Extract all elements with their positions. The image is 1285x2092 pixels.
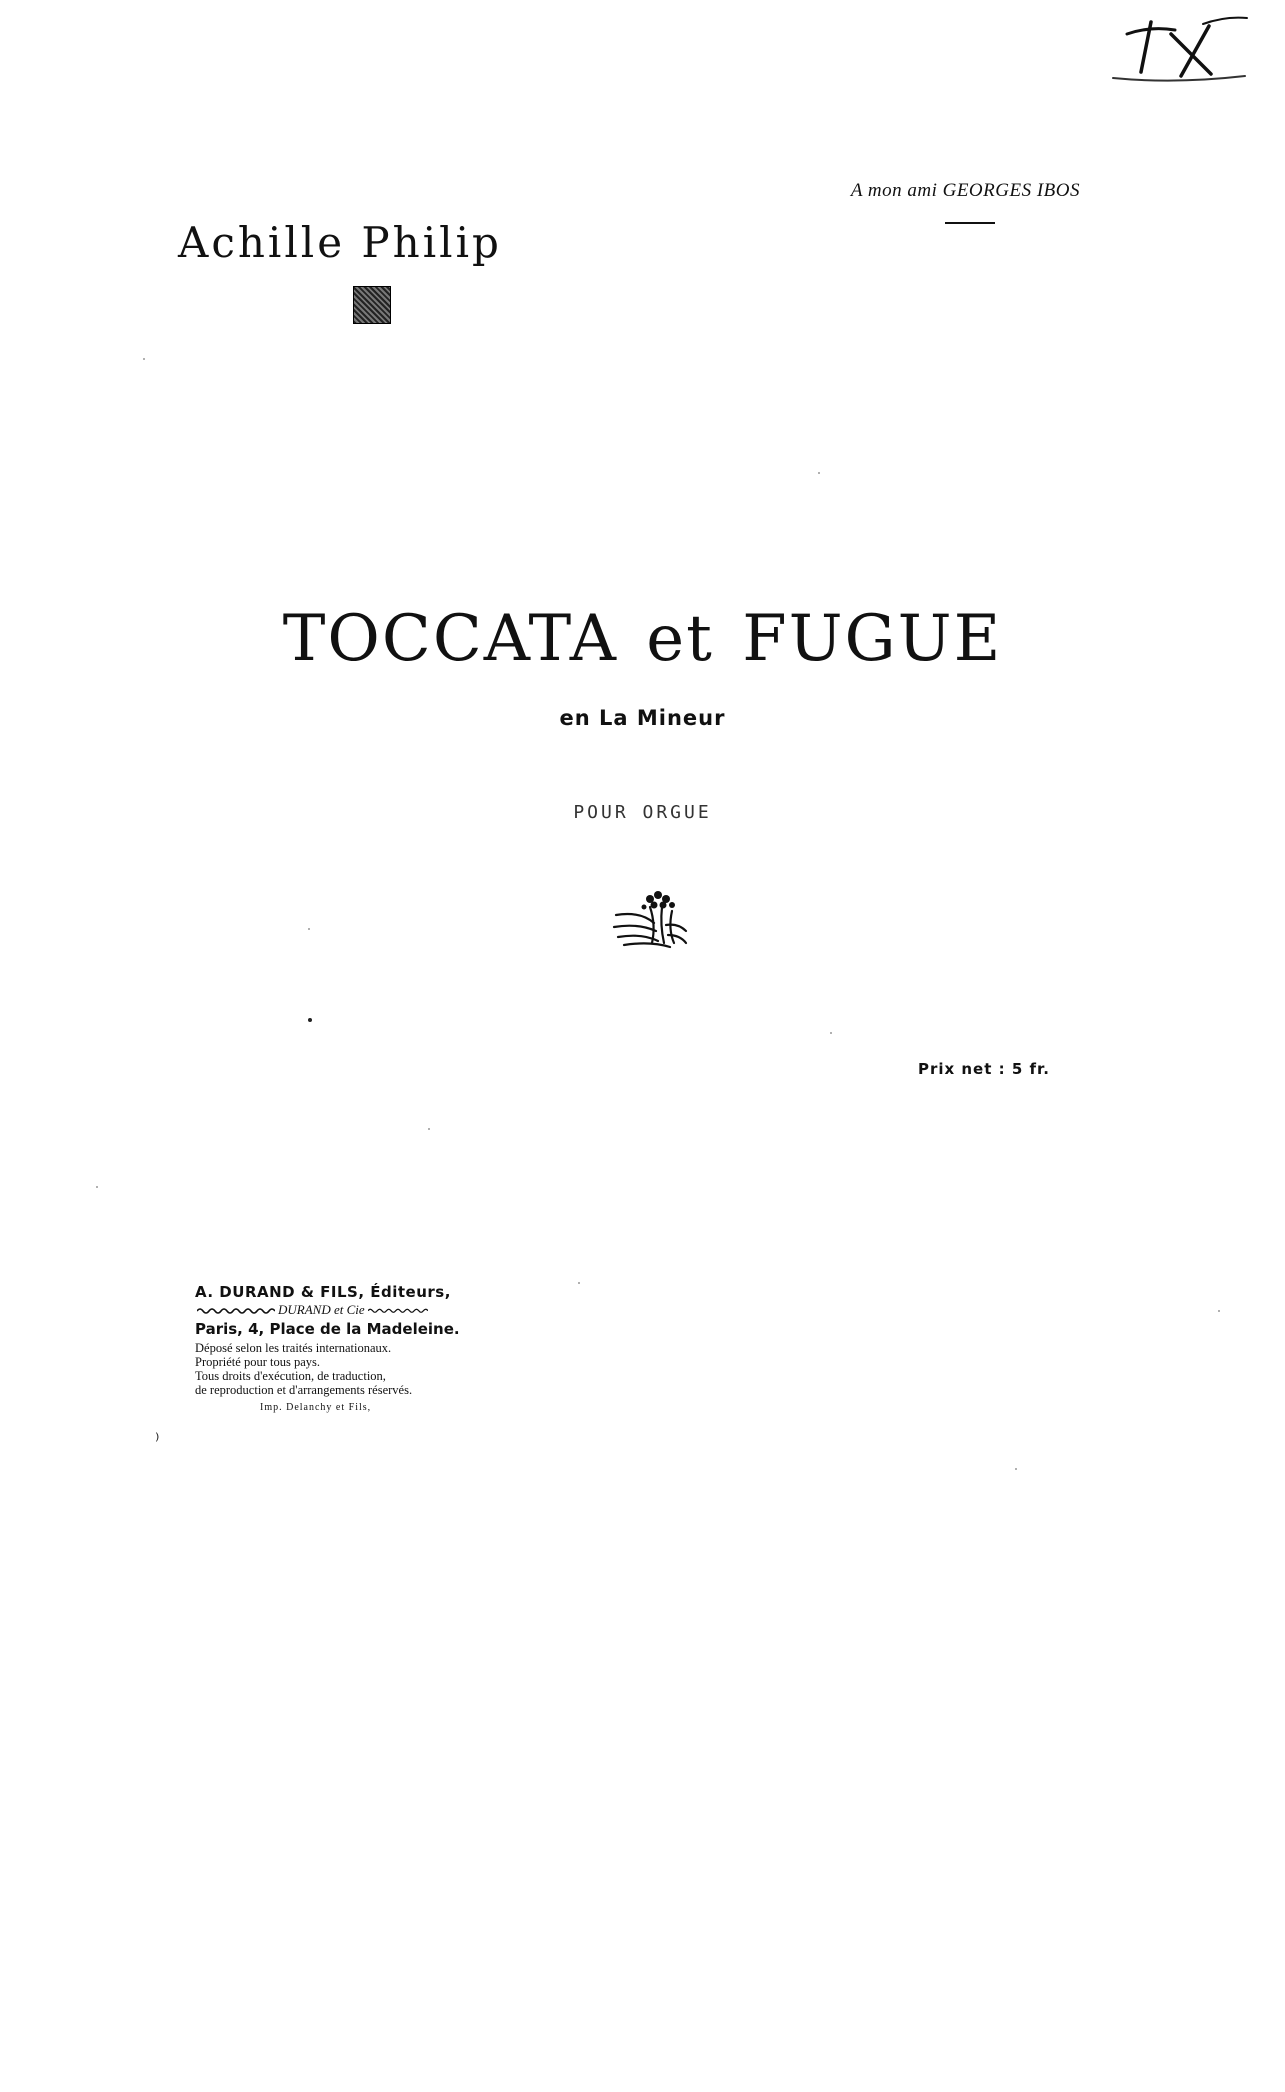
rights-line: Tous droits d'exécution, de traduction, [195,1369,386,1383]
publisher-successor: DURAND et Cie [278,1302,365,1317]
rights-line: de reproduction et d'arrangements réservés. [195,1383,413,1397]
composer-name: Achille Philip [178,218,502,267]
price: Prix net : 5 fr. [917,1060,1050,1078]
rights-line: Déposé selon les traités internationaux. [195,1341,392,1355]
work-instrument: POUR ORGUE [573,802,712,823]
margin-mark: ⁾ [155,1430,160,1450]
rights-line: Propriété pour tous pays. [195,1355,320,1369]
work-title: TOCCATA et FUGUE [282,602,1003,676]
publisher-address: Paris, 4, Place de la Madeleine. [195,1320,460,1338]
work-key: en La Mineur [559,706,726,730]
printer-credit: Imp. Delanchy et Fils, [260,1402,372,1413]
dedication: A mon ami GEORGES IBOS [850,180,1080,201]
publisher-name: A. DURAND & FILS, Éditeurs, [195,1283,451,1301]
